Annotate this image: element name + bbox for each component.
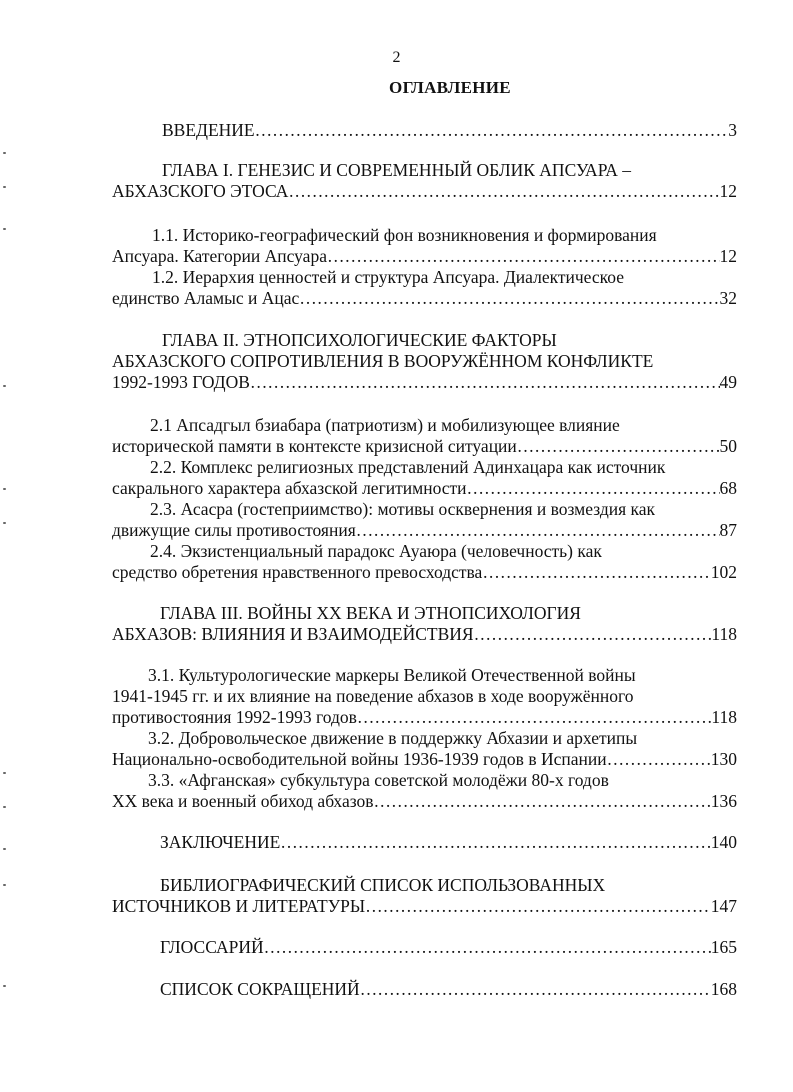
toc-entry-title: исторической памяти в контексте кризисной ситуации bbox=[112, 436, 517, 456]
toc-entry-line: АБХАЗСКОГО СОПРОТИВЛЕНИЯ В ВООРУЖЁННОМ КОНФЛИКТЕ bbox=[112, 351, 654, 371]
dot-leader bbox=[374, 791, 711, 812]
dot-leader bbox=[299, 288, 719, 309]
toc-entry-s12 bbox=[112, 267, 737, 309]
toc-entry-title: сакрального характера абхазской легитимности bbox=[112, 478, 467, 498]
toc-entry-line: БИБЛИОГРАФИЧЕСКИЙ СПИСОК ИСПОЛЬЗОВАННЫХ bbox=[160, 875, 606, 895]
toc-entry-title: ЗАКЛЮЧЕНИЕ bbox=[160, 832, 281, 852]
page-title: ОГЛАВЛЕНИЕ bbox=[389, 78, 511, 97]
toc-entry-conclusion bbox=[160, 832, 737, 853]
toc-entry-s23 bbox=[112, 499, 737, 541]
dot-leader bbox=[356, 520, 720, 541]
toc-entry-s33 bbox=[112, 770, 737, 812]
scan-mark bbox=[3, 228, 6, 230]
toc-page-number: 147 bbox=[710, 896, 737, 916]
toc-entry-title: противостояния 1992-1993 годов bbox=[112, 707, 357, 727]
toc-page-number: 12 bbox=[719, 246, 737, 266]
toc-entry-title: Апсуара. Категории Апсуара bbox=[112, 246, 327, 266]
toc-entry-title: ГЛОССАРИЙ bbox=[160, 937, 264, 957]
toc-entry-ch1 bbox=[112, 160, 737, 202]
toc-entry-line: 2.3. Асасра (гостеприимство): мотивы осквернения и возмездия как bbox=[150, 499, 656, 519]
toc-entry-abbreviations bbox=[160, 979, 737, 1000]
toc-page-number: 136 bbox=[710, 791, 737, 811]
toc-page-number: 102 bbox=[710, 562, 737, 582]
dot-leader bbox=[365, 896, 711, 917]
toc-entry-glossary bbox=[160, 937, 737, 958]
toc-page-number: 165 bbox=[710, 937, 737, 957]
toc-entry-line: ГЛАВА I. ГЕНЕЗИС И СОВРЕМЕННЫЙ ОБЛИК АПСУАРА – bbox=[162, 160, 631, 180]
scan-mark bbox=[3, 848, 6, 850]
toc-entry-title: движущие силы противостояния bbox=[112, 520, 356, 540]
toc-entry-title: АБХАЗСКОГО ЭТОСА bbox=[112, 181, 289, 201]
page-number: 2 bbox=[392, 49, 401, 66]
dot-leader bbox=[280, 832, 710, 853]
toc-entry-ch3 bbox=[112, 603, 737, 645]
toc-entry-s32 bbox=[112, 728, 737, 770]
dot-leader bbox=[255, 120, 729, 141]
toc-entry-s22 bbox=[112, 457, 737, 499]
scan-mark bbox=[3, 186, 6, 188]
toc-page-number: 3 bbox=[728, 120, 737, 140]
toc-page-number: 118 bbox=[711, 707, 737, 727]
toc-entry-s24 bbox=[112, 541, 737, 583]
toc-entry-s11 bbox=[112, 225, 737, 267]
dot-leader bbox=[517, 436, 720, 457]
toc-entry-bibliography bbox=[112, 875, 737, 917]
dot-leader bbox=[264, 937, 711, 958]
toc-page-number: 50 bbox=[719, 436, 737, 456]
toc-entry-s21 bbox=[112, 415, 737, 457]
toc-entry-line: 1.1. Историко-географический фон возникновения и формирования bbox=[152, 225, 657, 245]
toc-page-number: 68 bbox=[719, 478, 737, 498]
dot-leader bbox=[607, 749, 711, 770]
toc-entry-line: 2.2. Комплекс религиозных представлений Адинхацара как источник bbox=[150, 457, 666, 477]
dot-leader bbox=[288, 181, 719, 202]
scan-mark bbox=[3, 385, 6, 387]
scan-mark bbox=[3, 522, 6, 524]
toc-page-number: 140 bbox=[710, 832, 737, 852]
toc-entry-line: ГЛАВА II. ЭТНОПСИХОЛОГИЧЕСКИЕ ФАКТОРЫ bbox=[162, 330, 557, 350]
scan-mark bbox=[3, 884, 6, 886]
toc-entry-line: 1.2. Иерархия ценностей и структура Апсуара. Диалектическое bbox=[152, 267, 624, 287]
toc-page-number: 87 bbox=[719, 520, 737, 540]
toc-entry-intro bbox=[162, 120, 737, 141]
toc-entry-title: 1992-1993 ГОДОВ bbox=[112, 372, 250, 392]
scan-mark bbox=[3, 985, 6, 987]
toc-entry-line: 3.2. Добровольческое движение в поддержку Абхазии и архетипы bbox=[148, 728, 638, 748]
dot-leader bbox=[327, 246, 720, 267]
toc-entry-line: 1941-1945 гг. и их влияние на поведение абхазов в ходе вооружённого bbox=[112, 686, 634, 706]
dot-leader bbox=[357, 707, 712, 728]
toc-page-number: 49 bbox=[719, 372, 737, 392]
toc-entry-ch2 bbox=[112, 330, 737, 393]
toc-entry-title: ВВЕДЕНИЕ bbox=[162, 120, 255, 140]
dot-leader bbox=[482, 562, 710, 583]
toc-entry-line: 2.1 Апсадгыл бзиабара (патриотизм) и мобилизующее влияние bbox=[150, 415, 620, 435]
scan-mark bbox=[3, 152, 6, 154]
toc-entry-title: СПИСОК СОКРАЩЕНИЙ bbox=[160, 979, 360, 999]
dot-leader bbox=[474, 624, 712, 645]
toc-entry-title: XX века и военный обиход абхазов bbox=[112, 791, 374, 811]
dot-leader bbox=[250, 372, 720, 393]
toc-entry-s31 bbox=[112, 665, 737, 728]
toc-entry-title: Национально-освободительной войны 1936-1939 годов в Испании bbox=[112, 749, 607, 769]
toc-entry-title: средство обретения нравственного превосходства bbox=[112, 562, 483, 582]
toc-page-number: 12 bbox=[719, 181, 737, 201]
scan-mark bbox=[3, 488, 6, 490]
toc-entry-line: 3.1. Культурологические маркеры Великой Отечественной войны bbox=[148, 665, 636, 685]
dot-leader bbox=[467, 478, 720, 499]
dot-leader bbox=[360, 979, 711, 1000]
scan-mark bbox=[3, 772, 6, 774]
scan-mark bbox=[3, 806, 6, 808]
toc-entry-title: единство Аламыс и Ацас bbox=[112, 288, 300, 308]
toc-entry-line: 3.3. «Афганская» субкультура советской молодёжи 80-х годов bbox=[148, 770, 609, 790]
toc-page-number: 118 bbox=[711, 624, 737, 644]
toc-entry-title: ИСТОЧНИКОВ И ЛИТЕРАТУРЫ bbox=[112, 896, 366, 916]
toc-page-number: 130 bbox=[710, 749, 737, 769]
toc-page-number: 32 bbox=[719, 288, 737, 308]
toc-entry-title: АБХАЗОВ: ВЛИЯНИЯ И ВЗАИМОДЕЙСТВИЯ bbox=[112, 624, 474, 644]
toc-page-number: 168 bbox=[710, 979, 737, 999]
toc-entry-line: 2.4. Экзистенциальный парадокс Ауаюра (человечность) как bbox=[150, 541, 602, 561]
toc-entry-line: ГЛАВА III. ВОЙНЫ XX ВЕКА И ЭТНОПСИХОЛОГИЯ bbox=[160, 603, 581, 623]
